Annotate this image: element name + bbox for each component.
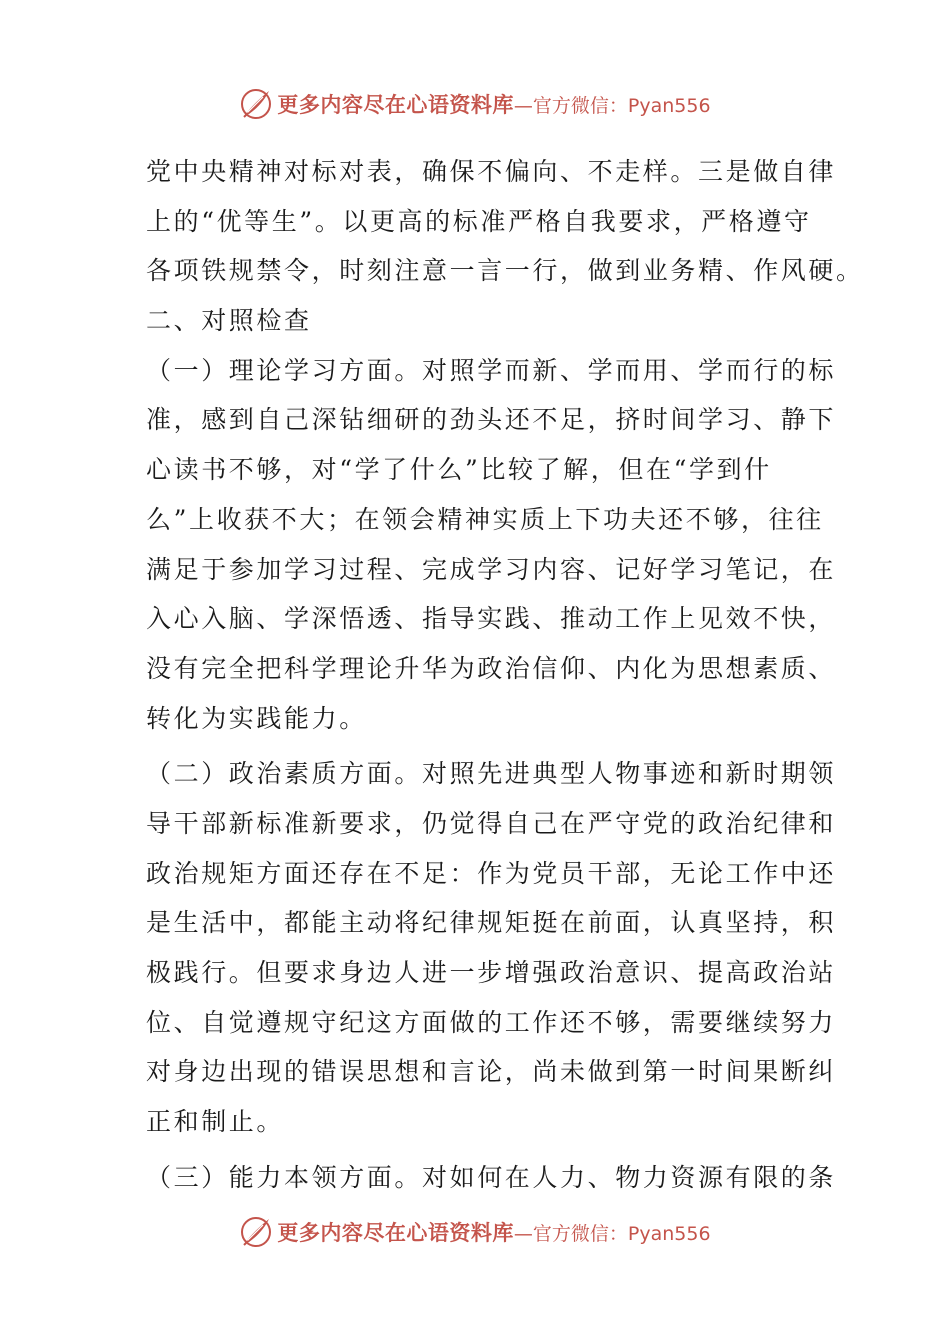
subsection-heading-line: （一）理论学习方面。对照学而新、学而用、学而行的标: [146, 355, 837, 385]
body-line: 满足于参加学习过程、完成学习内容、记好学习笔记，在: [146, 554, 837, 584]
body-line: 位、自觉遵规守纪这方面做的工作还不够，需要继续努力: [146, 1007, 837, 1037]
body-line: 转化为实践能力。: [146, 703, 367, 733]
watermark-contact-text: —官方微信：Pyan556: [513, 1222, 711, 1245]
body-line: 各项铁规禁令，时刻注意一言一行，做到业务精、作风硬。: [146, 256, 864, 286]
section-heading: 二、对照检查: [146, 306, 312, 336]
body-line: 正和制止。: [146, 1107, 285, 1137]
body-line: 心读书不够，对“学了什么”比较了解，但在“学到什: [146, 455, 772, 485]
body-line: 导干部新标准新要求，仍觉得自己在严守党的政治纪律和: [146, 808, 837, 838]
subsection-heading-line: （三）能力本领方面。对如何在人力、物力资源有限的条: [146, 1162, 837, 1192]
header-watermark-banner: [0, 84, 950, 124]
subsection-heading-line: （二）政治素质方面。对照先进典型人物事迹和新时期领: [146, 759, 837, 789]
watermark-brand-text: 更多内容尽在心语资料库: [277, 92, 514, 117]
footer-watermark-banner: [0, 1212, 950, 1252]
body-line: 入心入脑、学深悟透、指导实践、推动工作上见效不快，: [146, 604, 837, 634]
quill-pen-logo-icon: [239, 87, 273, 121]
quill-pen-logo-icon: [239, 1215, 273, 1249]
watermark-contact-text: —官方微信：Pyan556: [513, 94, 711, 117]
body-line: 准，感到自己深钻细研的劲头还不足，挤时间学习、静下: [146, 405, 837, 435]
document-body: [146, 147, 864, 1202]
body-line: 上的“优等生”。以更高的标准严格自我要求，严格遵守: [146, 206, 812, 236]
body-line: 极践行。但要求身边人进一步增强政治意识、提高政治站: [146, 958, 837, 987]
body-line: 是生活中，都能主动将纪律规矩挺在前面，认真坚持，积: [146, 908, 837, 938]
body-line: 么”上收获不大；在领会精神实质上下功夫还不够，往往: [146, 504, 824, 534]
body-line: 对身边出现的错误思想和言论，尚未做到第一时间果断纠: [146, 1057, 837, 1087]
body-line: 政治规矩方面还存在不足：作为党员干部，无论工作中还: [146, 858, 837, 888]
body-line: 没有完全把科学理论升华为政治信仰、内化为思想素质、: [146, 653, 837, 683]
watermark-brand-text: 更多内容尽在心语资料库: [277, 1220, 514, 1245]
body-line: 党中央精神对标对表，确保不偏向、不走样。三是做自律: [146, 157, 837, 186]
